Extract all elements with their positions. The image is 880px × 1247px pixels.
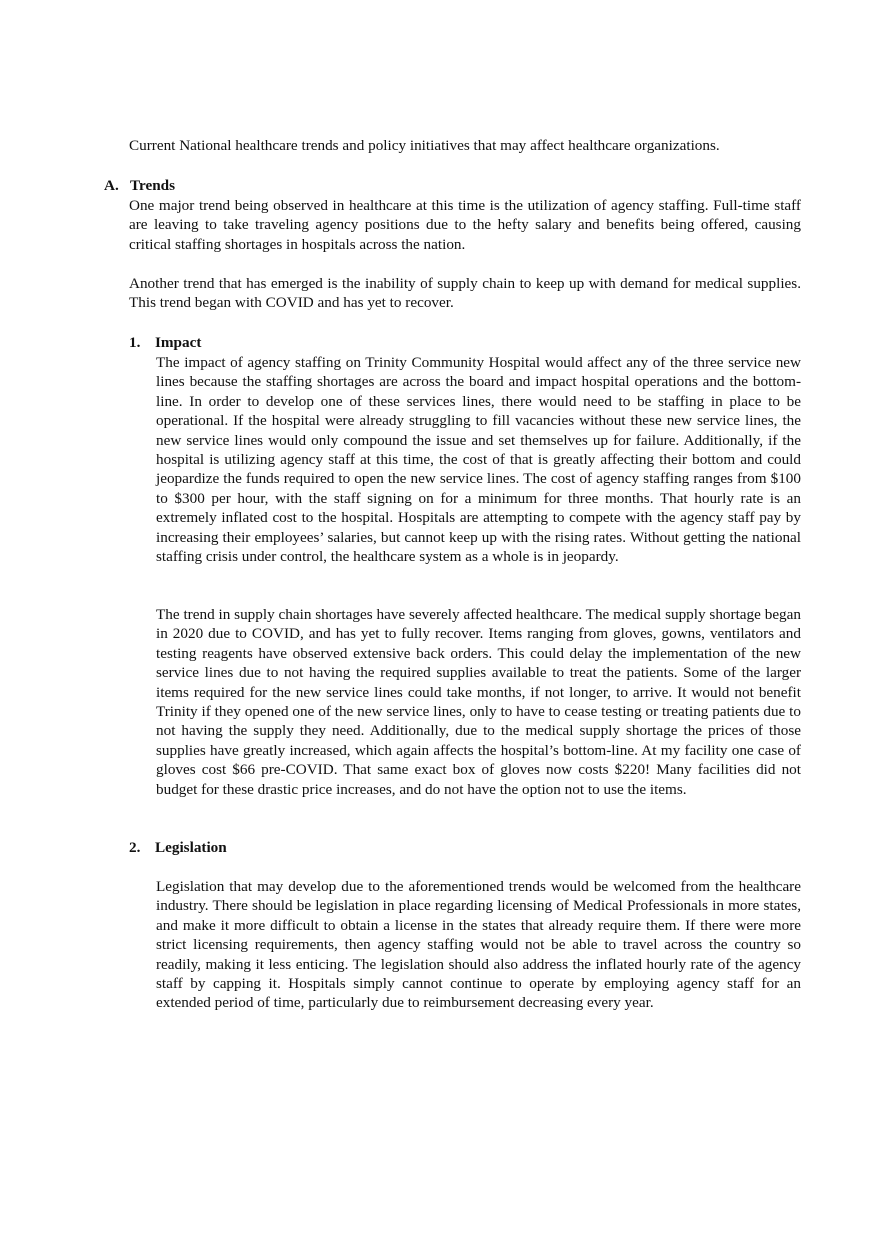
impact-paragraph-1: The impact of agency staffing on Trinity Community Hospital would affect any of the three service new lines because the staffing shortages are across the board and impact hospital operations and the bottom-line. In order to develop one of these services lines, there would need to be staffing in place to be operational. If the hospital were already struggling to fill vacancies without these new service lines, the new service lines would only compound the issue and set themselves up for failure. Additionally, if the hospital is utilizing agency staff at this time, the cost of that is greatly affecting their bottom and could jeopardize the funds required to open the new service lines. The cost of agency staffing ranges from $100 to $300 per hour, with the staff signing on for a minimum for three months. That hourly rate is an extremely inflated cost to the hospital. Hospitals are attempting to compete with the agency staff pay by increasing their employees’ salaries, but cannot keep up with the rising rates. Without getting the national staffing crisis under control, the healthcare system as a whole is in jeopardy. bbox=[156, 354, 801, 566]
trends-paragraph-1: One major trend being observed in healthcare at this time is the utilization of agency staffing. Full-time staff are leaving to take traveling agency positions due to the hefty salary and benefits being offered, causing critical staffing shortages in hospitals across the nation. bbox=[129, 197, 801, 253]
legislation-number: 2. bbox=[129, 839, 141, 856]
legislation-title: Legislation bbox=[155, 839, 227, 856]
legislation-heading bbox=[129, 838, 227, 857]
section-a-heading bbox=[104, 176, 175, 195]
impact-heading bbox=[129, 333, 201, 352]
impact-title: Impact bbox=[155, 334, 202, 351]
legislation-paragraph-1: Legislation that may develop due to the aforementioned trends would be welcomed from the healthcare industry. There should be legislation in place regarding licensing of Medical Professionals in more states, and make it more difficult to obtain a license in the states that already require them. If there were more strict licensing requirements, then agency staffing would not be able to travel across the country so readily, making it less enticing. The legislation should also address the inflated hourly rate of the agency staff by capping it. Hospitals simply cannot continue to operate by employing agency staff for an extended period of time, particularly due to reimbursement decreasing every year. bbox=[156, 878, 801, 1012]
impact-number: 1. bbox=[129, 334, 141, 351]
impact-paragraph-2: The trend in supply chain shortages have severely affected healthcare. The medical supply shortage began in 2020 due to COVID, and has yet to fully recover. Items ranging from gloves, gowns, ventilators and testing reagents have observed extensive back orders. This could delay the implementation of the new service lines due to not having the required supplies available to treat the patients. Some of the larger items required for the new service lines could take months, if not longer, to arrive. It would not benefit Trinity if they opened one of the new service lines, only to have to cease testing or treating patients due to not having the supply they need. Additionally, due to the medical supply shortage the prices of those supplies have greatly increased, which again affects the hospital’s bottom-line. At my facility one case of gloves cost $66 pre-COVID. That same exact box of gloves now costs $220! Many facilities did not budget for these drastic price increases, and do not have the option not to use the items. bbox=[156, 606, 801, 798]
section-a-title: Trends bbox=[130, 177, 176, 194]
section-a-label: A. bbox=[104, 177, 119, 194]
trends-paragraph-2: Another trend that has emerged is the inability of supply chain to keep up with demand for medical supplies. This trend began with COVID and has yet to recover. bbox=[129, 275, 801, 312]
intro-paragraph: Current National healthcare trends and policy initiatives that may affect healthcare organizations. bbox=[129, 137, 720, 154]
